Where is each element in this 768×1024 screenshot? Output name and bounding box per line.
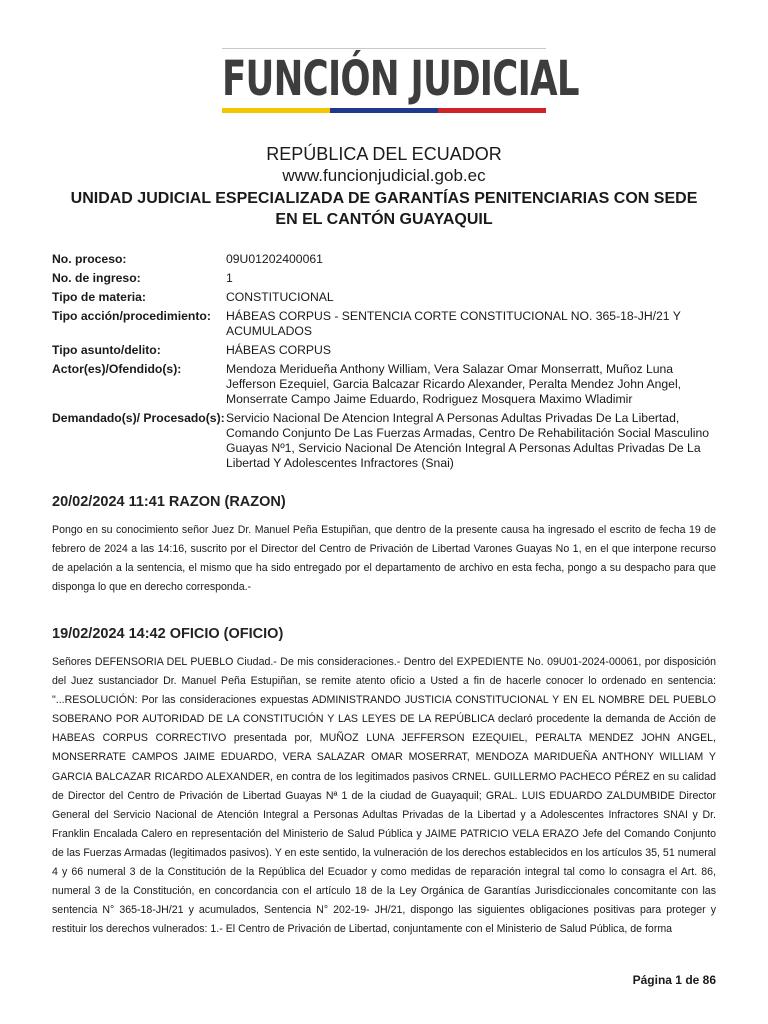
document-header xyxy=(40,143,728,230)
metadata-label: No. de ingreso: xyxy=(52,271,141,285)
page-number: Página 1 de 86 xyxy=(632,973,716,987)
metadata-value: HÁBEAS CORPUS xyxy=(226,343,331,357)
logo-flag-stripe xyxy=(222,108,546,113)
metadata-label: Tipo de materia: xyxy=(52,290,146,304)
judicial-unit-line-2: EN EL CANTÓN GUAYAQUIL xyxy=(275,211,493,228)
entry-body: Señores DEFENSORIA DEL PUEBLO Ciudad.- De mis consideraciones.- Dentro del EXPEDIENTE No. 09U01-2024-00061, por disposición del Juez sustanciador Dr. Manuel Peña Estupiñan, se remite atento oficio a Usted a fin de hacerle conocer lo ordenado en sentencia: "...RESOLUCIÓN: Por las consideraciones expuestas ADMINISTRANDO JUSTICIA CONSTITUCIONAL Y EN EL NOMBRE DEL PUEBLO SOBERANO POR AUTORIDAD DE LA CONSTITUCIÓN Y LAS LEYES DE LA REPÚBLICA declaró procedente la demanda de Acción de HABEAS CORPUS CORRECTIVO presentada por, MUÑOZ LUNA JEFFERSON EZEQUIEL, PERALTA MENDEZ JOHN ANGEL, MONSERRATE CAMPOS JAIME EDUARDO, VERA SALAZAR OMAR MOSERRAT, MENDOZA MARIDUEÑA ANTHONY WILLIAM Y GARCIA BALCAZAR RICARDO ALEXANDER, en contra de los legitimados pasivos CRNEL. GUILLERMO PACHECO PÉREZ en su calidad de Director del Centro de Privación de Libertad Guayas Nª 1 de la ciudad de Guayaquil; GRAL. LUIS EDUARDO ZALDUMBIDE Director General del Servicio Nacional de Atención Integral a Personas Adultas Privadas de la Libertad y a Adolescentes Infractores SNAI y Dr. Franklin Encalada Calero en representación del Ministerio de Salud Pública y JAIME PATRICIO VELA ERAZO Jefe del Comando Conjunto de las Fuerzas Armadas (legitimados pasivos). Y en este sentido, la vulneración de los derechos establecidos en los artículos 35, 51 numeral 4 y 66 numeral 3 de la Constitución de la República del Ecuador y como medidas de reparación integral tal como lo consagra el Art. 86, numeral 3 de la Constitución, en concordancia con el artículo 18 de la Ley Orgánica de Garantías Jurisdiccionales concomitante con las sentencia N° 365-18-JH/21 y acumulados, Sentencia N° 202-19- JH/21, dispongo las siguientes obligaciones positivas para proteger y restituir los derechos vulnerados: 1.- El Centro de Privación de Libertad, conjuntamente con el Ministerio de Salud Pública, de forma xyxy=(52,656,716,936)
docket-entry xyxy=(52,493,716,597)
metadata-value: 09U01202400061 xyxy=(226,252,323,266)
country-title: REPÚBLICA DEL ECUADOR xyxy=(266,144,502,164)
metadata-value: CONSTITUCIONAL xyxy=(226,290,334,304)
stripe-red xyxy=(438,108,546,113)
judicial-unit-line-1: UNIDAD JUDICIAL ESPECIALIZADA DE GARANTÍAS PENITENCIARIAS CON SEDE xyxy=(70,190,698,207)
logo-text: FUNCIÓN JUDICIAL xyxy=(222,51,579,107)
website-url: www.funcionjudicial.gob.ec xyxy=(282,166,486,185)
metadata-label: Tipo acción/procedimiento: xyxy=(52,309,211,323)
metadata-row-subject-type xyxy=(52,290,718,305)
metadata-value: 1 xyxy=(226,271,233,285)
metadata-value: Servicio Nacional De Atencion Integral A Personas Adultas Privadas De La Libertad, Comando Conjunto De Las Fuerzas Armadas, Centro De Rehabilitación Social Masculino Guayas Nº1, Servicio Nacional De Atención Integral A Personas Adultas Privadas De La Libertad Y Adolescentes Infractores (Snai) xyxy=(226,411,710,470)
entry-heading: 20/02/2024 11:41 RAZON (RAZON) xyxy=(52,494,286,510)
stripe-blue xyxy=(330,108,438,113)
metadata-row-action-type xyxy=(52,309,718,339)
metadata-label: No. proceso: xyxy=(52,252,127,266)
metadata-row-matter-type xyxy=(52,343,718,358)
funcion-judicial-logo xyxy=(222,48,579,113)
metadata-row-process-number xyxy=(52,252,718,267)
metadata-label: Tipo asunto/delito: xyxy=(52,343,161,357)
entry-body: Pongo en su conocimiento señor Juez Dr. Manuel Peña Estupiñan, que dentro de la presente causa ha ingresado el escrito de fecha 19 de febrero de 2024 a las 14:16, suscrito por el Director del Centro de Privación de Libertad Varones Guayas No 1, en el que interpone recurso de apelación a la sentencia, el mismo que ha sido entregado por el departamento de archivo en esta fecha, pongo a su despacho para que disponga lo que en derecho corresponda.- xyxy=(52,524,716,594)
metadata-value: Mendoza Meridueña Anthony William, Vera Salazar Omar Monserratt, Muñoz Luna Jefferson Ezequiel, Garcia Balcazar Ricardo Alexander, Peralta Mendez John Angel, Monserrate Campo Jaime Eduardo, Rodriguez Mosquera Maximo Wladimir xyxy=(226,362,682,406)
logo-top-rule xyxy=(222,48,546,49)
docket-entry xyxy=(52,625,716,939)
metadata-row-plaintiffs xyxy=(52,362,718,407)
metadata-value: HÁBEAS CORPUS - SENTENCIA CORTE CONSTITUCIONAL NO. 365-18-JH/21 Y ACUMULADOS xyxy=(226,309,681,338)
entry-heading: 19/02/2024 14:42 OFICIO (OFICIO) xyxy=(52,626,284,642)
metadata-row-entry-number xyxy=(52,271,718,286)
judicial-unit-title xyxy=(40,188,728,230)
case-metadata xyxy=(52,252,718,475)
metadata-label: Actor(es)/Ofendido(s): xyxy=(52,362,182,376)
stripe-yellow xyxy=(222,108,330,113)
metadata-row-defendants xyxy=(52,411,718,471)
metadata-label: Demandado(s)/ Procesado(s): xyxy=(52,411,225,425)
